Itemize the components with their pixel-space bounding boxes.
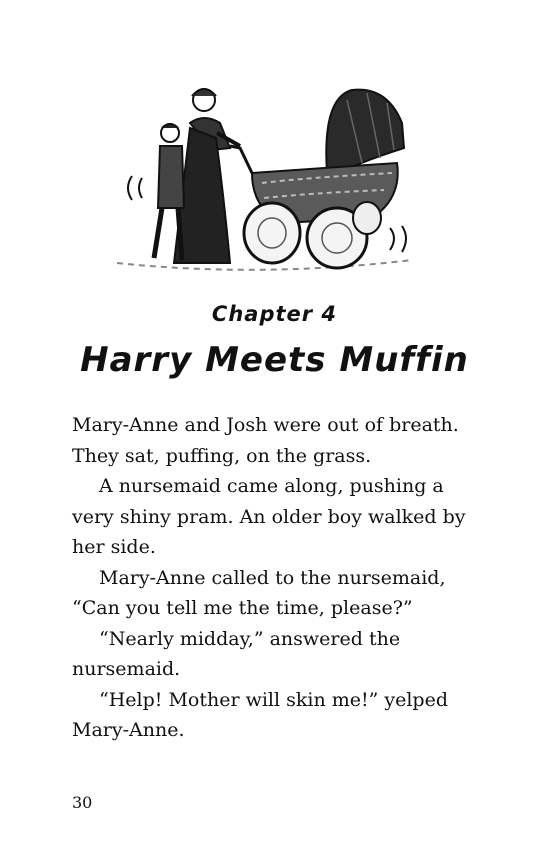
story-text: [72, 410, 472, 746]
chapter-number: Chapter 4: [211, 302, 338, 326]
paragraph: Mary-Anne and Josh were out of breath. They sat, puffing, on the grass.: [72, 414, 459, 467]
paragraph: A nursemaid came along, pushing a very shiny pram. An older boy walked by her side.: [72, 475, 466, 558]
nursemaid-pram-illustration-icon: [112, 78, 422, 278]
paragraph: “Nearly midday,” answered the nursemaid.: [72, 627, 401, 680]
chapter-title: Harry Meets Muffin: [80, 340, 469, 380]
paragraph: “Help! Mother will skin me!” yelped Mary-Anne.: [72, 688, 448, 741]
paragraph: Mary-Anne called to the nursemaid, “Can you tell me the time, please?”: [72, 566, 446, 619]
page-number: 30: [72, 793, 93, 812]
